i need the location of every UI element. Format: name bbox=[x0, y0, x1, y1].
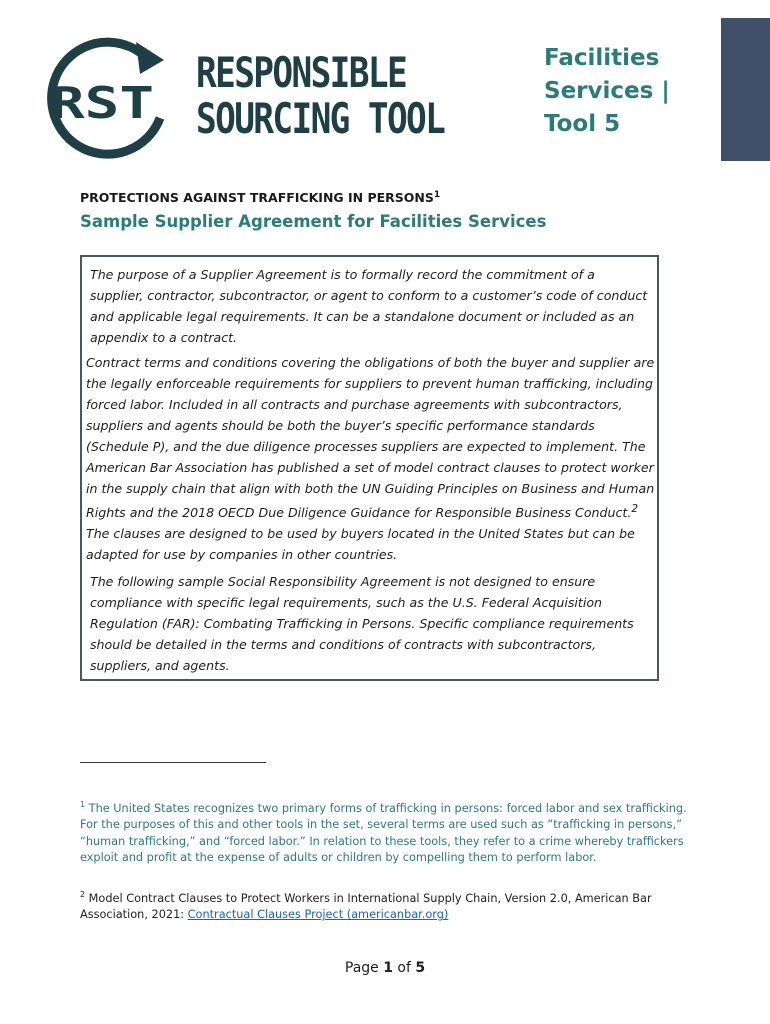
footnote-divider bbox=[80, 762, 266, 763]
callout-paragraph-1: The purpose of a Supplier Agreement is to formally record the commitment of a supplier, contractor, subcontractor, or agent to conform to a customer’s code of conduct and applicable legal requirements. It can be a standalone document or included as an appendix to a contract. bbox=[90, 267, 648, 345]
contractual-clauses-link[interactable]: Contractual Clauses Project (americanbar.org) bbox=[187, 908, 449, 922]
footnote-1-number: 1 bbox=[80, 800, 86, 809]
page-prefix: Page bbox=[344, 960, 384, 976]
brand-line-2: SOURCING TOOL bbox=[196, 94, 445, 143]
footnote-2-number: 2 bbox=[80, 890, 86, 899]
logo-text: RST bbox=[50, 78, 154, 129]
section-label bbox=[80, 190, 440, 205]
side-tab bbox=[721, 18, 770, 161]
callout-paragraph-2-text: Contract terms and conditions covering the obligations of both the buyer and supplier are the legally enforceable requirements for suppliers to prevent human trafficking, including forced labor. Included in all contracts and purchase agreements with subcontractors, suppliers and agents should be both the buyer’s specific performance standards (Schedule P), and the due diligence processes suppliers are expected to implement. The American Bar Association has published a set of model contract clauses to protect worker in the supply chain that align with both the UN Guiding Principles on Business and Human Rights and the 2018 OECD Due Diligence Guidance for Responsible Business Conduct. bbox=[86, 355, 655, 521]
tool-title-line-3: Tool 5 bbox=[544, 111, 621, 137]
brand-name bbox=[196, 50, 506, 142]
rst-logo-icon bbox=[40, 34, 170, 166]
callout-paragraph-2 bbox=[86, 352, 658, 565]
tool-title-line-2: Services | bbox=[544, 78, 670, 104]
footnote-2 bbox=[80, 887, 700, 924]
page-number bbox=[0, 960, 770, 976]
page-of: of bbox=[392, 960, 416, 976]
brand-line-1: RESPONSIBLE bbox=[196, 48, 407, 97]
callout-paragraph-3: The following sample Social Responsibility Agreement is not designed to ensure compliance with specific legal requirements, such as the U.S. Federal Acquisition Regulation (FAR): Combating Trafficking in Persons. Specific compliance requirements should be detailed in the terms and conditions of contracts with subcontractors, suppliers, and agents. bbox=[90, 574, 634, 673]
footnote-ref-1[interactable]: 1 bbox=[433, 190, 441, 200]
section-label-text: PROTECTIONS AGAINST TRAFFICKING IN PERSONS bbox=[80, 190, 434, 206]
page-current: 1 bbox=[383, 960, 393, 976]
callout-paragraph-2-tail: The clauses are designed to be used by buyers located in the United States but can be adapted for use by companies in other countries. bbox=[86, 526, 635, 563]
page-title: Sample Supplier Agreement for Facilities Services bbox=[80, 212, 547, 231]
footnote-1 bbox=[80, 797, 700, 867]
footnote-ref-2[interactable]: 2 bbox=[631, 503, 639, 515]
tool-title bbox=[544, 42, 714, 141]
footnote-2-text: Model Contract Clauses to Protect Workers in International Supply Chain, Version 2.0, American Bar Association, 2021: bbox=[80, 891, 652, 922]
page-total: 5 bbox=[415, 960, 426, 976]
tool-title-line-1: Facilities bbox=[544, 45, 660, 71]
footnote-1-text: The United States recognizes two primary forms of trafficking in persons: forced labor and sex trafficking. For the purposes of this and other tools in the set, several terms are used such as “trafficking in persons,” “human trafficking,” and “forced labor.” In relation to these tools, they refer to a crime whereby traffickers exploit and profit at the expense of adults or children by compelling them to perform labor. bbox=[80, 801, 687, 865]
